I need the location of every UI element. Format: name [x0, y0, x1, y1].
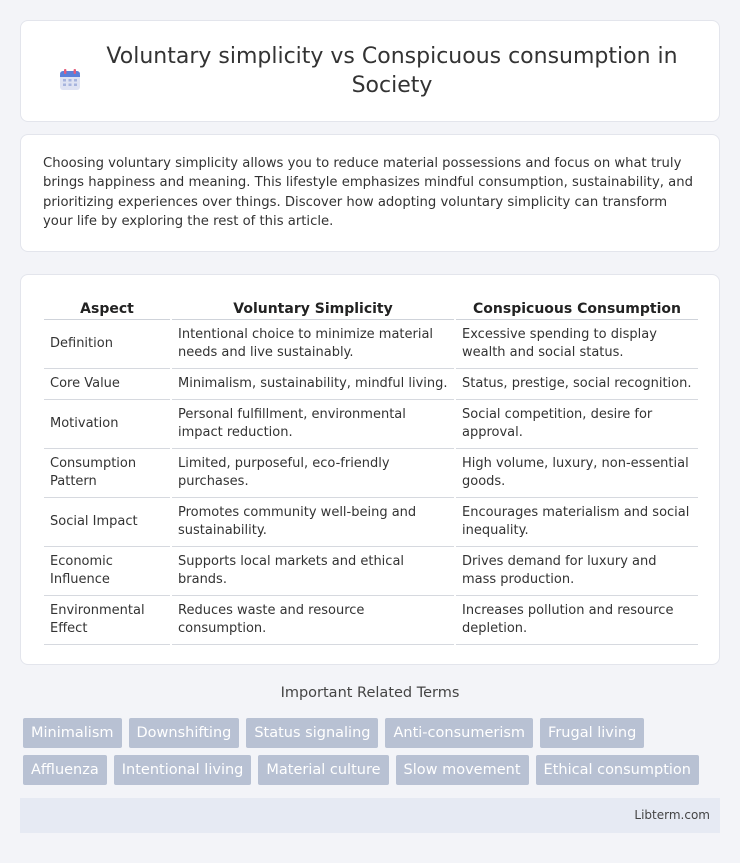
tag-material-culture[interactable]: Material culture [258, 755, 388, 785]
related-terms-tags [23, 718, 723, 792]
comparison-table [42, 295, 700, 645]
tag-row [23, 718, 723, 748]
header-aspect: Aspect [44, 295, 170, 320]
tag-ethical-consumption[interactable]: Ethical consumption [536, 755, 699, 785]
row-aspect: Economic Influence [44, 547, 170, 596]
row-voluntary-simplicity: Intentional choice to minimize material needs and live sustainably. [172, 320, 454, 369]
row-aspect: Definition [44, 320, 170, 369]
row-aspect: Social Impact [44, 498, 170, 547]
row-aspect: Environmental Effect [44, 596, 170, 645]
row-voluntary-simplicity: Personal fulfillment, environmental impact reduction. [172, 400, 454, 449]
calendar-icon [58, 68, 82, 92]
tag-minimalism[interactable]: Minimalism [23, 718, 122, 748]
comparison-table-card [20, 274, 720, 665]
title-card [20, 20, 720, 122]
row-conspicuous-consumption: Social competition, desire for approval. [456, 400, 698, 449]
row-aspect: Motivation [44, 400, 170, 449]
tag-frugal-living[interactable]: Frugal living [540, 718, 644, 748]
row-voluntary-simplicity: Reduces waste and resource consumption. [172, 596, 454, 645]
table-row [44, 449, 698, 498]
intro-card [20, 134, 720, 252]
table-row [44, 498, 698, 547]
tag-affluenza[interactable]: Affluenza [23, 755, 107, 785]
row-conspicuous-consumption: Increases pollution and resource depletion. [456, 596, 698, 645]
table-header-row [44, 295, 698, 320]
table-row [44, 547, 698, 596]
title-wrap [50, 42, 690, 100]
row-voluntary-simplicity: Supports local markets and ethical brands. [172, 547, 454, 596]
row-aspect: Core Value [44, 369, 170, 400]
row-voluntary-simplicity: Limited, purposeful, eco-friendly purchases. [172, 449, 454, 498]
table-row [44, 596, 698, 645]
related-terms-heading: Important Related Terms [280, 685, 460, 701]
row-conspicuous-consumption: Excessive spending to display wealth and social status. [456, 320, 698, 369]
tag-slow-movement[interactable]: Slow movement [396, 755, 529, 785]
row-voluntary-simplicity: Promotes community well-being and sustainability. [172, 498, 454, 547]
footer-brand-link[interactable]: Libterm.com [634, 808, 710, 822]
table-row [44, 369, 698, 400]
tag-intentional-living[interactable]: Intentional living [114, 755, 252, 785]
page-title: Voluntary simplicity vs Conspicuous consumption in Society [106, 44, 678, 98]
row-conspicuous-consumption: Drives demand for luxury and mass production. [456, 547, 698, 596]
tag-downshifting[interactable]: Downshifting [129, 718, 240, 748]
table-row [44, 320, 698, 369]
header-voluntary-simplicity: Voluntary Simplicity [172, 295, 454, 320]
footer [20, 798, 720, 833]
row-aspect: Consumption Pattern [44, 449, 170, 498]
row-conspicuous-consumption: Encourages materialism and social inequality. [456, 498, 698, 547]
table-row [44, 400, 698, 449]
row-conspicuous-consumption: Status, prestige, social recognition. [456, 369, 698, 400]
header-conspicuous-consumption: Conspicuous Consumption [456, 295, 698, 320]
intro-paragraph: Choosing voluntary simplicity allows you to reduce material possessions and focus on what truly brings happiness and meaning. This lifestyle emphasizes mindful consumption, sustainability, and prioritizing experiences over things. Discover how adopting voluntary simplicity can transform your life by exploring the rest of this article. [43, 156, 693, 230]
row-conspicuous-consumption: High volume, luxury, non-essential goods. [456, 449, 698, 498]
row-voluntary-simplicity: Minimalism, sustainability, mindful living. [172, 369, 454, 400]
tag-status-signaling[interactable]: Status signaling [246, 718, 378, 748]
tag-anti-consumerism[interactable]: Anti-consumerism [385, 718, 533, 748]
tag-row [23, 755, 723, 785]
